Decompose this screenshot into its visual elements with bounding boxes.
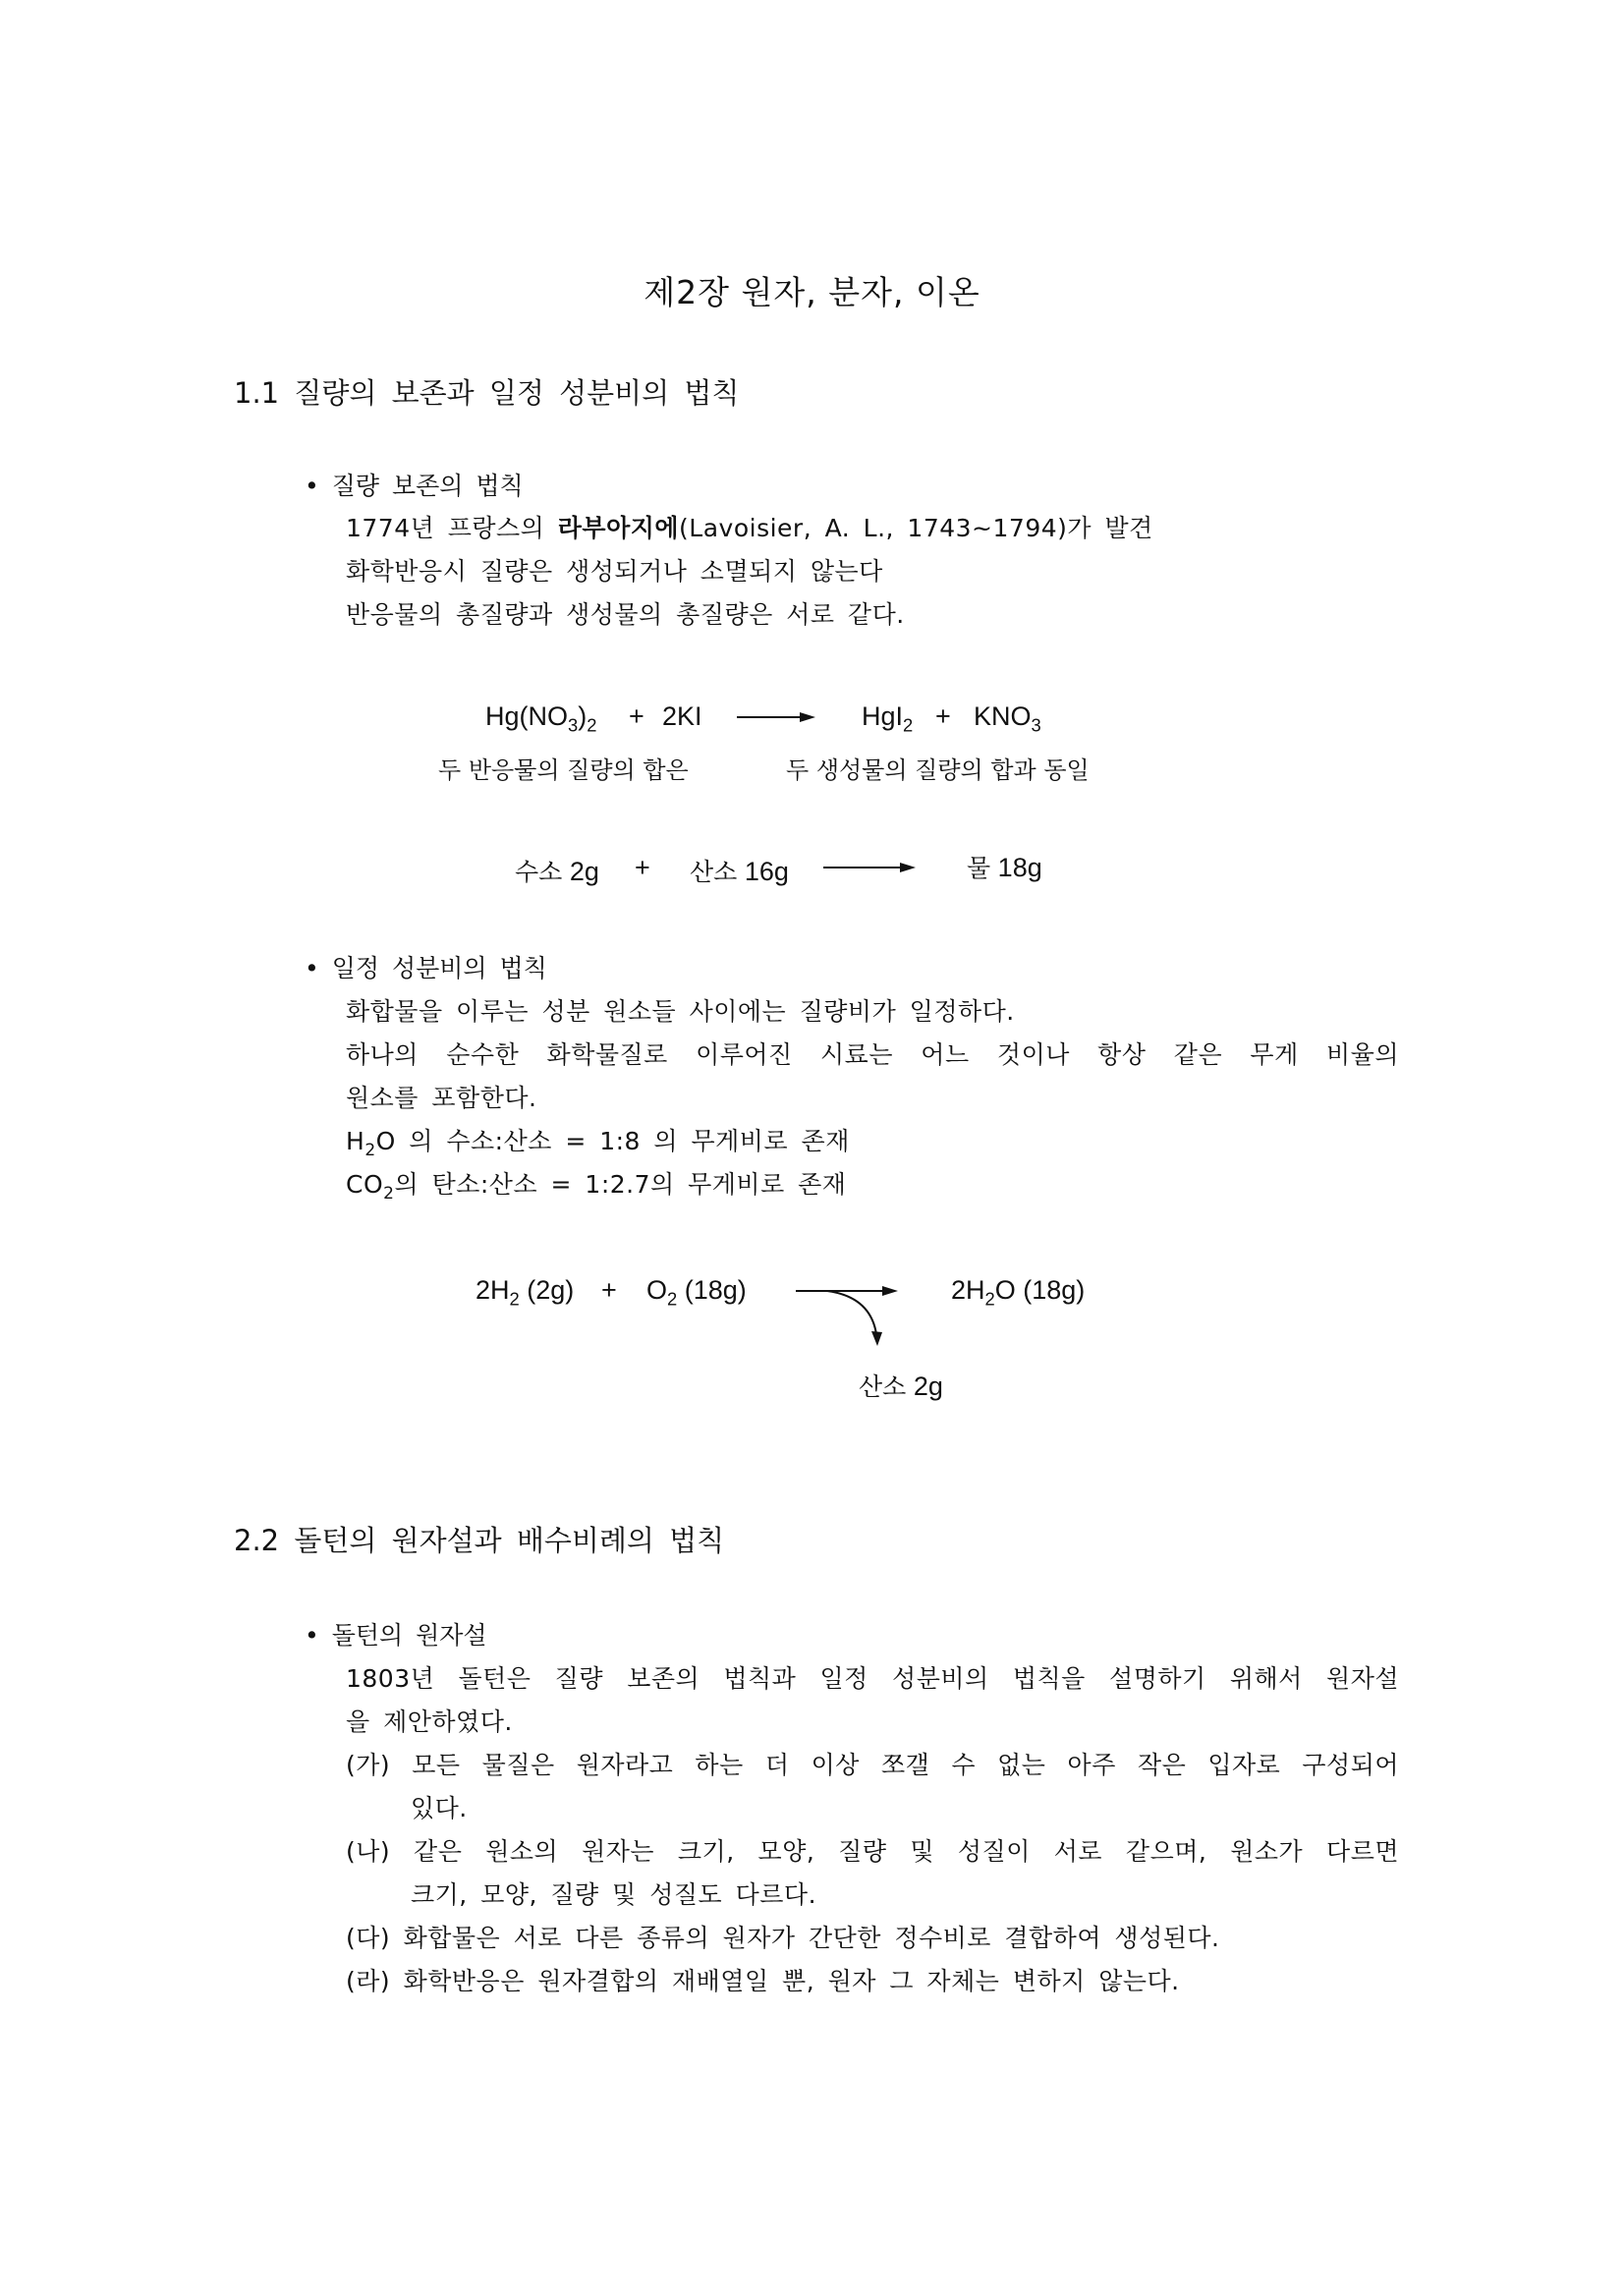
product-mercury-iodide	[862, 701, 914, 736]
bullet-definite-proportions: • 일정 성분비의 법칙	[305, 954, 547, 982]
formula-part: 2H	[476, 1275, 510, 1305]
body-line: 하나의 순수한 화학물질로 이루어진 시료는 어느 것이나 항상 같은 무게 비율의	[346, 1040, 1399, 1069]
reaction-note-right: 두 생성물의 질량의 합과 동일	[786, 756, 1090, 784]
subscript: 3	[1031, 714, 1041, 736]
element-label: 물	[967, 855, 991, 882]
formula-part: KNO	[974, 701, 1032, 731]
bullet-mass-conservation: • 질량 보존의 법칙	[305, 472, 524, 500]
formula-part: )	[578, 701, 588, 731]
mass-value: 16g	[744, 857, 789, 886]
mass-value: 18g	[997, 853, 1042, 882]
element-label: 산소	[859, 1373, 907, 1401]
formula-part: HgI	[862, 701, 904, 731]
list-item-ga: (가) 모든 물질은 원자라고 하는 더 이상 쪼갤 수 없는 아주 작은 입자로 구성되어	[346, 1751, 1399, 1779]
body-line-water-ratio	[346, 1122, 850, 1160]
plus-sign: +	[629, 701, 644, 731]
formula-part: H	[346, 1127, 365, 1155]
mass-value: 2g	[913, 1372, 943, 1401]
subscript: 2	[509, 1288, 520, 1310]
formula-part: Hg(NO	[485, 701, 569, 731]
subscript: 2	[383, 1183, 395, 1204]
reaction-arrow-with-byproduct	[792, 1279, 900, 1350]
body-line-lavoisier	[346, 509, 1153, 544]
product-water	[951, 1275, 1086, 1310]
mass-value: 2g	[569, 857, 599, 886]
reaction-arrow	[735, 707, 817, 727]
plus-sign: +	[935, 701, 951, 731]
plus-sign: +	[635, 853, 650, 882]
text-segment: (Lavoisier, A. L., 1743~1794)가 발견	[679, 514, 1153, 542]
subscript: 2	[903, 714, 914, 736]
reactant-oxygen	[646, 1275, 747, 1310]
section-heading-1: 1.1 질량의 보존과 일정 성분비의 법칙	[234, 376, 740, 410]
bullet-dalton-atomic-theory: • 돌턴의 원자설	[305, 1621, 487, 1650]
element-label: 수소	[515, 859, 563, 886]
subscript: 2	[667, 1288, 678, 1310]
formula-part: O	[646, 1275, 668, 1305]
element-label: 산소	[690, 859, 738, 886]
list-item-ra: (라) 화학반응은 원자결합의 재배열일 뿐, 원자 그 자체는 변하지 않는다.	[346, 1967, 1180, 1995]
formula-part: 2H	[951, 1275, 985, 1305]
formula-part: CO	[346, 1170, 384, 1199]
body-line: 반응물의 총질량과 생성물의 총질량은 서로 같다.	[346, 600, 905, 629]
section-heading-2: 2.2 돌턴의 원자설과 배수비례의 법칙	[234, 1524, 725, 1557]
subscript: 2	[984, 1288, 995, 1310]
subscript: 2	[587, 714, 597, 736]
reactant-hydrogen-mass	[515, 853, 599, 888]
text-segment: 1774년 프랑스의	[346, 514, 558, 542]
mass-value: (2g)	[527, 1275, 575, 1305]
product-potassium-nitrate	[974, 701, 1041, 736]
list-item-na-continued: 크기, 모양, 질량 및 성질도 다르다.	[411, 1880, 817, 1909]
list-item-da: (다) 화합물은 서로 다른 종류의 원자가 간단한 정수비로 결합하여 생성된다.	[346, 1924, 1220, 1952]
plus-sign: +	[601, 1275, 617, 1305]
subscript: 3	[568, 714, 579, 736]
list-item-ga-continued: 있다.	[411, 1794, 468, 1822]
list-item-na: (나) 같은 원소의 원자는 크기, 모양, 질량 및 성질이 서로 같으며, 원소가 다르면	[346, 1837, 1399, 1866]
text-segment: 의 탄소:산소 = 1:2.7의 무게비로 존재	[394, 1170, 847, 1199]
product-water-mass	[967, 849, 1042, 884]
body-line: 1803년 돌턴은 질량 보존의 법칙과 일정 성분비의 법칙을 설명하기 위해서 원자설	[346, 1664, 1399, 1693]
body-line: 화합물을 이루는 성분 원소들 사이에는 질량비가 일정하다.	[346, 997, 1015, 1026]
lavoisier-name: 라부아지에	[557, 514, 680, 542]
reaction-note-left: 두 반응물의 질량의 합은	[438, 756, 689, 784]
page-title: 제2장 원자, 분자, 이온	[644, 273, 980, 311]
text-segment: O 의 수소:산소 = 1:8 의 무게비로 존재	[375, 1127, 850, 1155]
reactant-oxygen-mass	[690, 853, 789, 888]
mass-value: (18g)	[684, 1275, 747, 1305]
body-line-co2-ratio	[346, 1165, 847, 1204]
body-line: 을 제안하였다.	[346, 1708, 513, 1736]
reactant-mercury-nitrate	[485, 701, 597, 736]
reactant-hydrogen	[476, 1275, 575, 1310]
reactant-potassium-iodide: 2KI	[662, 701, 702, 731]
subscript: 2	[364, 1140, 376, 1160]
mass-value: (18g)	[1023, 1275, 1086, 1305]
reaction-arrow	[821, 858, 920, 877]
leftover-oxygen	[859, 1368, 943, 1403]
body-line: 화학반응시 질량은 생성되거나 소멸되지 않는다	[346, 557, 883, 586]
body-line: 원소를 포함한다.	[346, 1084, 537, 1112]
formula-part: O	[994, 1275, 1016, 1305]
